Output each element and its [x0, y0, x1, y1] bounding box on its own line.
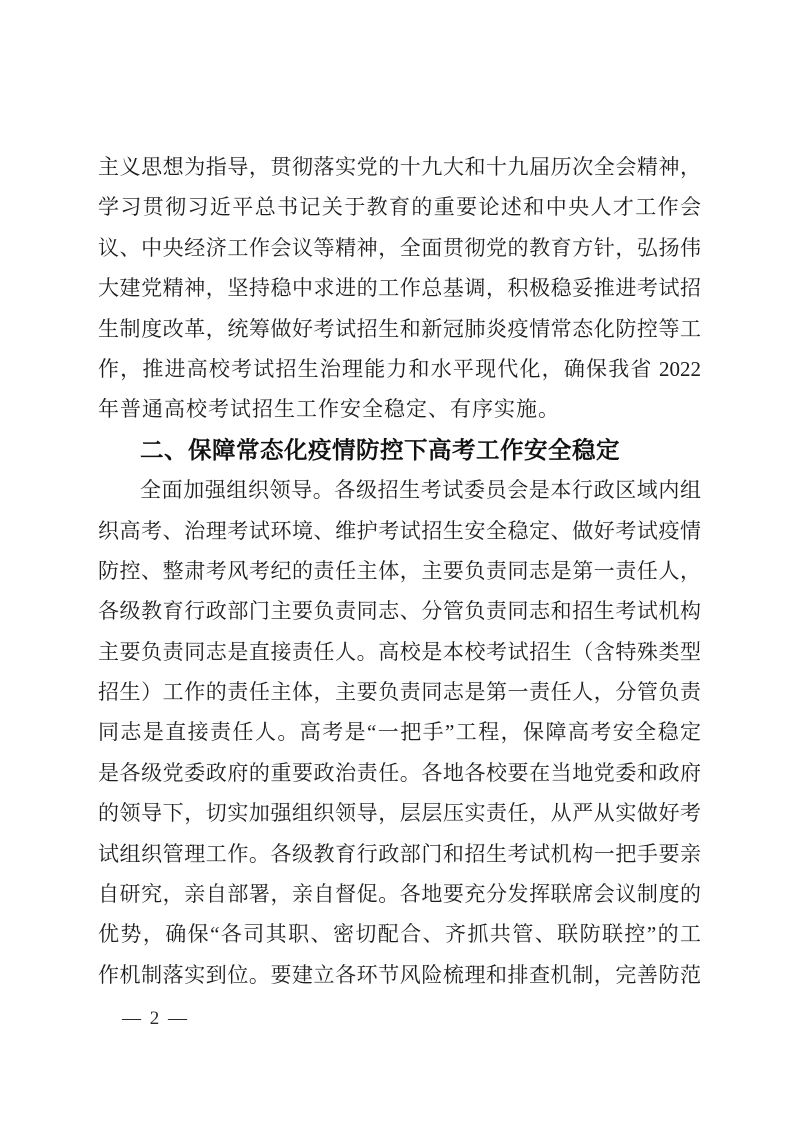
text-line: 全面加强组织领导。各级招生考试委员会是本行政区域内组: [140, 478, 701, 503]
text-line: 年普通高校考试招生工作安全稳定、有序实施。: [98, 397, 560, 422]
text-column: [98, 147, 701, 995]
text-line: 招生）工作的责任主体，主要负责同志是第一责任人，分管负责: [98, 680, 701, 705]
text-line: 试组织管理工作。各级教育行政部门和招生考试机构一把手要亲: [98, 841, 701, 866]
text-line: 作，推进高校考试招生治理能力和水平现代化，确保我省 2022: [98, 356, 701, 381]
page-number: — 2 —: [122, 1008, 189, 1029]
text-line: 学习贯彻习近平总书记关于教育的重要论述和中央人才工作会: [98, 195, 701, 220]
text-line: 各级教育行政部门主要负责同志、分管负责同志和招生考试机构: [98, 599, 701, 624]
text-line: 同志是直接责任人。高考是“一把手”工程，保障高考安全稳定: [98, 720, 701, 745]
text-line: 主要负责同志是直接责任人。高校是本校考试招生（含特殊类型: [98, 639, 701, 664]
text-line: 织高考、治理考试环境、维护考试招生安全稳定、做好考试疫情: [98, 518, 701, 543]
text-line: 的领导下，切实加强组织领导，层层压实责任，从严从实做好考: [98, 801, 701, 826]
text-line: 自研究，亲自部署，亲自督促。各地要充分发挥联席会议制度的: [98, 882, 701, 907]
text-line: 大建党精神，坚持稳中求进的工作总基调，积极稳妥推进考试招: [98, 276, 701, 301]
text-line: 优势，确保“各司其职、密切配合、齐抓共管、联防联控”的工: [98, 922, 701, 947]
text-line: 是各级党委政府的重要政治责任。各地各校要在当地党委和政府: [98, 760, 701, 785]
text-line: 防控、整肃考风考纪的责任主体，主要负责同志是第一责任人，: [98, 558, 701, 583]
text-line: 生制度改革，统筹做好考试招生和新冠肺炎疫情常态化防控等工: [98, 316, 701, 341]
text-line: 作机制落实到位。要建立各环节风险梳理和排查机制，完善防范: [98, 962, 701, 987]
text-line: 主义思想为指导，贯彻落实党的十九大和十九届历次全会精神，: [98, 155, 701, 179]
text-line: 议、中央经济工作会议等精神，全面贯彻党的教育方针，弘扬伟: [98, 235, 701, 260]
section-heading: 二、保障常态化疫情防控下高考工作安全稳定: [140, 436, 620, 463]
